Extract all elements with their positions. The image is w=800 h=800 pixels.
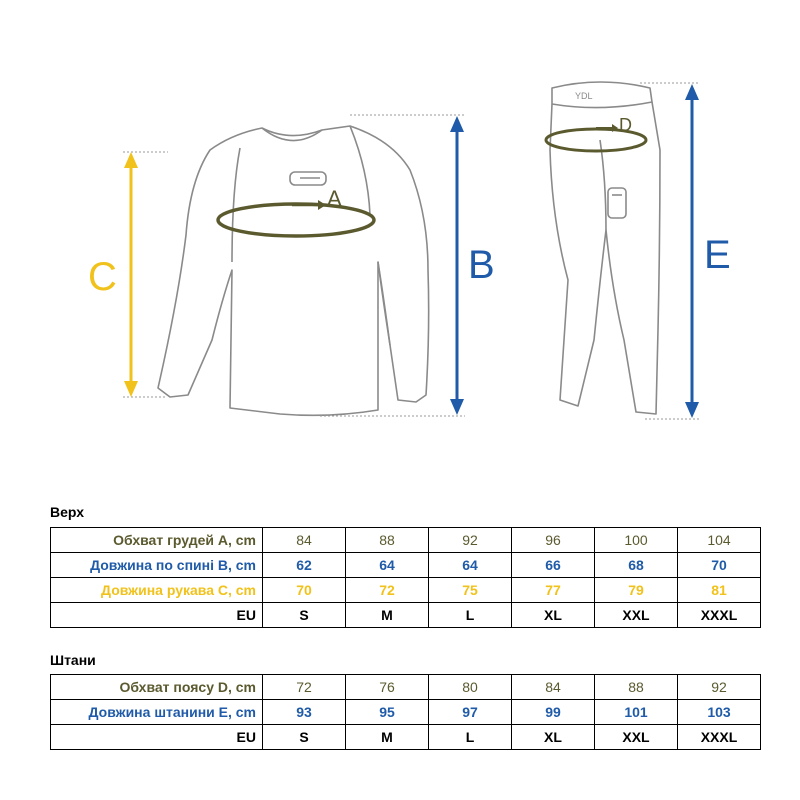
table-row bbox=[51, 725, 761, 750]
svg-text:YDL: YDL bbox=[575, 91, 593, 101]
row-label: Обхват грудей A, cm bbox=[51, 528, 263, 553]
table-cell: 72 bbox=[346, 578, 429, 603]
table-cell: 95 bbox=[346, 700, 429, 725]
table-cell: M bbox=[346, 603, 429, 628]
table-cell: 88 bbox=[595, 675, 678, 700]
table-cell: 92 bbox=[678, 675, 761, 700]
table-row bbox=[51, 528, 761, 553]
table-cell: 81 bbox=[678, 578, 761, 603]
table-cell: 64 bbox=[429, 553, 512, 578]
letter-c: C bbox=[88, 255, 117, 299]
table-cell: 84 bbox=[263, 528, 346, 553]
table-cell: XL bbox=[512, 725, 595, 750]
shirt-sketch bbox=[158, 126, 429, 415]
table-cell: 75 bbox=[429, 578, 512, 603]
table-cell: 84 bbox=[512, 675, 595, 700]
table-cell: 92 bbox=[429, 528, 512, 553]
table-cell: XXXL bbox=[678, 725, 761, 750]
table-cell: 77 bbox=[512, 578, 595, 603]
table-cell: 103 bbox=[678, 700, 761, 725]
table-cell: M bbox=[346, 725, 429, 750]
row-label: Обхват поясу D, cm bbox=[51, 675, 263, 700]
table-cell: 76 bbox=[346, 675, 429, 700]
table-row bbox=[51, 675, 761, 700]
table-cell: 79 bbox=[595, 578, 678, 603]
table-cell: L bbox=[429, 725, 512, 750]
table-cell: 88 bbox=[346, 528, 429, 553]
table-cell: L bbox=[429, 603, 512, 628]
table-cell: 97 bbox=[429, 700, 512, 725]
table-cell: XXXL bbox=[678, 603, 761, 628]
top-section-title: Верх bbox=[50, 504, 85, 520]
pants-section-title: Штани bbox=[50, 652, 96, 668]
table-cell: S bbox=[263, 603, 346, 628]
table-cell: 66 bbox=[512, 553, 595, 578]
letter-a: A bbox=[327, 186, 342, 211]
table-cell: XL bbox=[512, 603, 595, 628]
table-cell: 64 bbox=[346, 553, 429, 578]
table-row bbox=[51, 603, 761, 628]
table-cell: XXL bbox=[595, 603, 678, 628]
table-cell: 72 bbox=[263, 675, 346, 700]
table-cell: 93 bbox=[263, 700, 346, 725]
table-cell: 62 bbox=[263, 553, 346, 578]
letter-d: D bbox=[619, 115, 632, 135]
table-cell: S bbox=[263, 725, 346, 750]
row-label: Довжина рукава C, cm bbox=[51, 578, 263, 603]
chest-measure-ellipse bbox=[218, 204, 374, 236]
table-cell: 96 bbox=[512, 528, 595, 553]
table-cell: 68 bbox=[595, 553, 678, 578]
table-cell: 104 bbox=[678, 528, 761, 553]
pants-size-table bbox=[50, 674, 761, 750]
table-row bbox=[51, 578, 761, 603]
table-cell: 70 bbox=[263, 578, 346, 603]
table-cell: 99 bbox=[512, 700, 595, 725]
row-label: Довжина по спині B, cm bbox=[51, 553, 263, 578]
table-cell: 80 bbox=[429, 675, 512, 700]
table-cell: 101 bbox=[595, 700, 678, 725]
row-label: EU bbox=[51, 603, 263, 628]
table-cell: XXL bbox=[595, 725, 678, 750]
table-row bbox=[51, 700, 761, 725]
letter-e: E bbox=[704, 233, 731, 277]
top-size-table bbox=[50, 527, 761, 628]
table-cell: 70 bbox=[678, 553, 761, 578]
row-label: EU bbox=[51, 725, 263, 750]
letter-b: B bbox=[468, 243, 495, 287]
table-row bbox=[51, 553, 761, 578]
row-label: Довжина штанини E, cm bbox=[51, 700, 263, 725]
table-cell: 100 bbox=[595, 528, 678, 553]
